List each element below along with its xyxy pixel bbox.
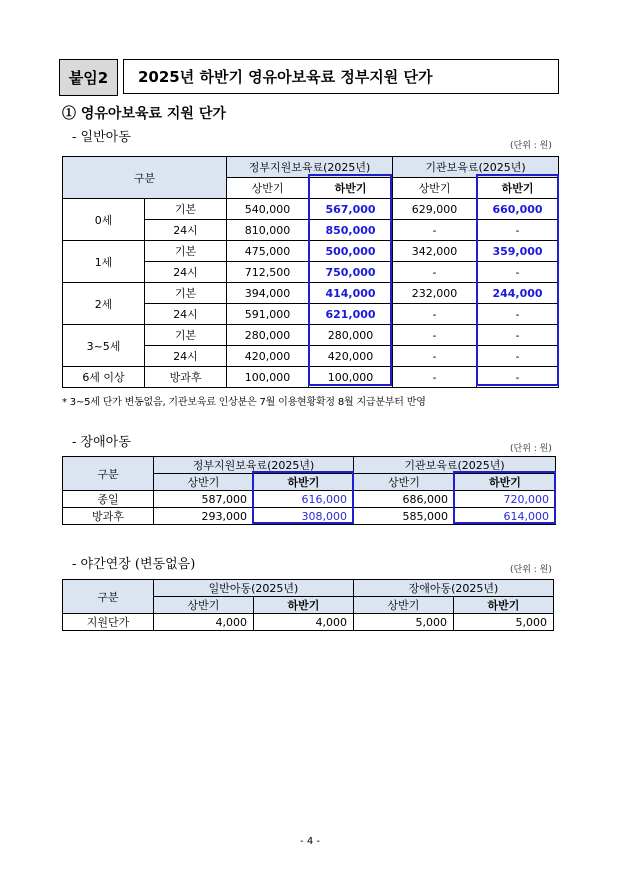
type-cell: 지원단가 — [63, 614, 154, 631]
value-cell: 5,000 — [454, 614, 554, 631]
table-row — [63, 614, 554, 631]
value-cell: 500,000 — [309, 241, 393, 262]
page-header — [59, 59, 561, 96]
value-cell: - — [477, 220, 559, 241]
value-cell: 750,000 — [309, 262, 393, 283]
type-cell: 방과후 — [145, 367, 227, 388]
value-cell: 616,000 — [254, 491, 354, 508]
value-cell: 585,000 — [354, 508, 455, 525]
general-rate-table — [62, 156, 559, 388]
col-header-gov-h2: 하반기 — [254, 474, 354, 491]
col-header-general-h2: 하반기 — [254, 597, 354, 614]
value-cell: 712,500 — [227, 262, 309, 283]
age-cell: 0세 — [63, 199, 145, 241]
value-cell: - — [477, 262, 559, 283]
type-cell: 기본 — [145, 283, 227, 304]
table-row — [63, 199, 559, 220]
age-cell: 3~5세 — [63, 325, 145, 367]
col-header-gov-h1: 상반기 — [154, 474, 254, 491]
type-cell: 24시 — [145, 262, 227, 283]
value-cell: 720,000 — [455, 491, 556, 508]
value-cell: 567,000 — [309, 199, 393, 220]
value-cell: 244,000 — [477, 283, 559, 304]
value-cell: 810,000 — [227, 220, 309, 241]
age-cell: 2세 — [63, 283, 145, 325]
value-cell: 614,000 — [455, 508, 556, 525]
col-header-gov-h2: 하반기 — [309, 178, 393, 199]
night-subtitle: - 야간연장 (변동없음) — [72, 557, 196, 572]
value-cell: 420,000 — [227, 346, 309, 367]
type-cell: 기본 — [145, 199, 227, 220]
col-header-inst-h1: 상반기 — [354, 474, 455, 491]
col-header-gov: 정부지원보육료(2025년) — [154, 457, 354, 474]
value-cell: 4,000 — [154, 614, 254, 631]
value-cell: - — [393, 304, 477, 325]
type-cell: 24시 — [145, 304, 227, 325]
attachment-badge: 붙임2 — [59, 59, 118, 96]
table-row — [63, 491, 556, 508]
value-cell: 621,000 — [309, 304, 393, 325]
col-header-inst: 기관보육료(2025년) — [393, 157, 559, 178]
value-cell: - — [477, 346, 559, 367]
page-title: 2025년 하반기 영유아보육료 정부지원 단가 — [123, 59, 559, 94]
value-cell: 850,000 — [309, 220, 393, 241]
age-cell: 1세 — [63, 241, 145, 283]
general-unit: (단위 : 원) — [510, 141, 552, 151]
disabled-rate-table — [62, 456, 556, 525]
value-cell: - — [393, 367, 477, 388]
col-header-category: 구분 — [63, 457, 154, 491]
value-cell: 394,000 — [227, 283, 309, 304]
general-note: * 3~5세 단가 변동없음, 기관보육료 인상분은 7월 이용현황확정 8월 지급분부터 반영 — [62, 397, 426, 408]
value-cell: 4,000 — [254, 614, 354, 631]
value-cell: - — [393, 325, 477, 346]
col-header-disabled: 장애아동(2025년) — [354, 580, 554, 597]
table-row — [63, 367, 559, 388]
value-cell: 342,000 — [393, 241, 477, 262]
value-cell: 629,000 — [393, 199, 477, 220]
value-cell: 293,000 — [154, 508, 254, 525]
table-row — [63, 325, 559, 346]
type-cell: 24시 — [145, 346, 227, 367]
table-row — [63, 241, 559, 262]
value-cell: - — [393, 346, 477, 367]
col-header-disabled-h2: 하반기 — [454, 597, 554, 614]
col-header-general-h1: 상반기 — [154, 597, 254, 614]
col-header-general: 일반아동(2025년) — [154, 580, 354, 597]
table-row — [63, 283, 559, 304]
section-title: ① 영유아보육료 지원 단가 — [62, 106, 226, 122]
night-rate-table — [62, 579, 554, 631]
col-header-category: 구분 — [63, 580, 154, 614]
col-header-inst-h1: 상반기 — [393, 178, 477, 199]
col-header-inst-h2: 하반기 — [477, 178, 559, 199]
value-cell: 280,000 — [309, 325, 393, 346]
value-cell: 232,000 — [393, 283, 477, 304]
value-cell: 540,000 — [227, 199, 309, 220]
value-cell: 5,000 — [354, 614, 454, 631]
value-cell: 587,000 — [154, 491, 254, 508]
table-row — [63, 508, 556, 525]
value-cell: 100,000 — [309, 367, 393, 388]
disabled-unit: (단위 : 원) — [510, 444, 552, 454]
age-cell: 6세 이상 — [63, 367, 145, 388]
col-header-gov: 정부지원보육료(2025년) — [227, 157, 393, 178]
type-cell: 기본 — [145, 241, 227, 262]
value-cell: - — [477, 367, 559, 388]
col-header-disabled-h1: 상반기 — [354, 597, 454, 614]
disabled-subtitle: - 장애아동 — [72, 435, 131, 450]
value-cell: 100,000 — [227, 367, 309, 388]
value-cell: - — [477, 325, 559, 346]
type-cell: 방과후 — [63, 508, 154, 525]
value-cell: 686,000 — [354, 491, 455, 508]
value-cell: - — [393, 262, 477, 283]
night-unit: (단위 : 원) — [510, 565, 552, 575]
value-cell: 660,000 — [477, 199, 559, 220]
col-header-gov-h1: 상반기 — [227, 178, 309, 199]
value-cell: 591,000 — [227, 304, 309, 325]
value-cell: - — [393, 220, 477, 241]
col-header-inst: 기관보육료(2025년) — [354, 457, 556, 474]
value-cell: 420,000 — [309, 346, 393, 367]
type-cell: 24시 — [145, 220, 227, 241]
value-cell: 280,000 — [227, 325, 309, 346]
col-header-inst-h2: 하반기 — [455, 474, 556, 491]
value-cell: 414,000 — [309, 283, 393, 304]
value-cell: 308,000 — [254, 508, 354, 525]
value-cell: - — [477, 304, 559, 325]
type-cell: 종일 — [63, 491, 154, 508]
type-cell: 기본 — [145, 325, 227, 346]
col-header-category: 구분 — [63, 157, 227, 199]
general-subtitle: - 일반아동 — [72, 130, 131, 145]
value-cell: 359,000 — [477, 241, 559, 262]
page-number: - 4 - — [300, 836, 320, 847]
value-cell: 475,000 — [227, 241, 309, 262]
